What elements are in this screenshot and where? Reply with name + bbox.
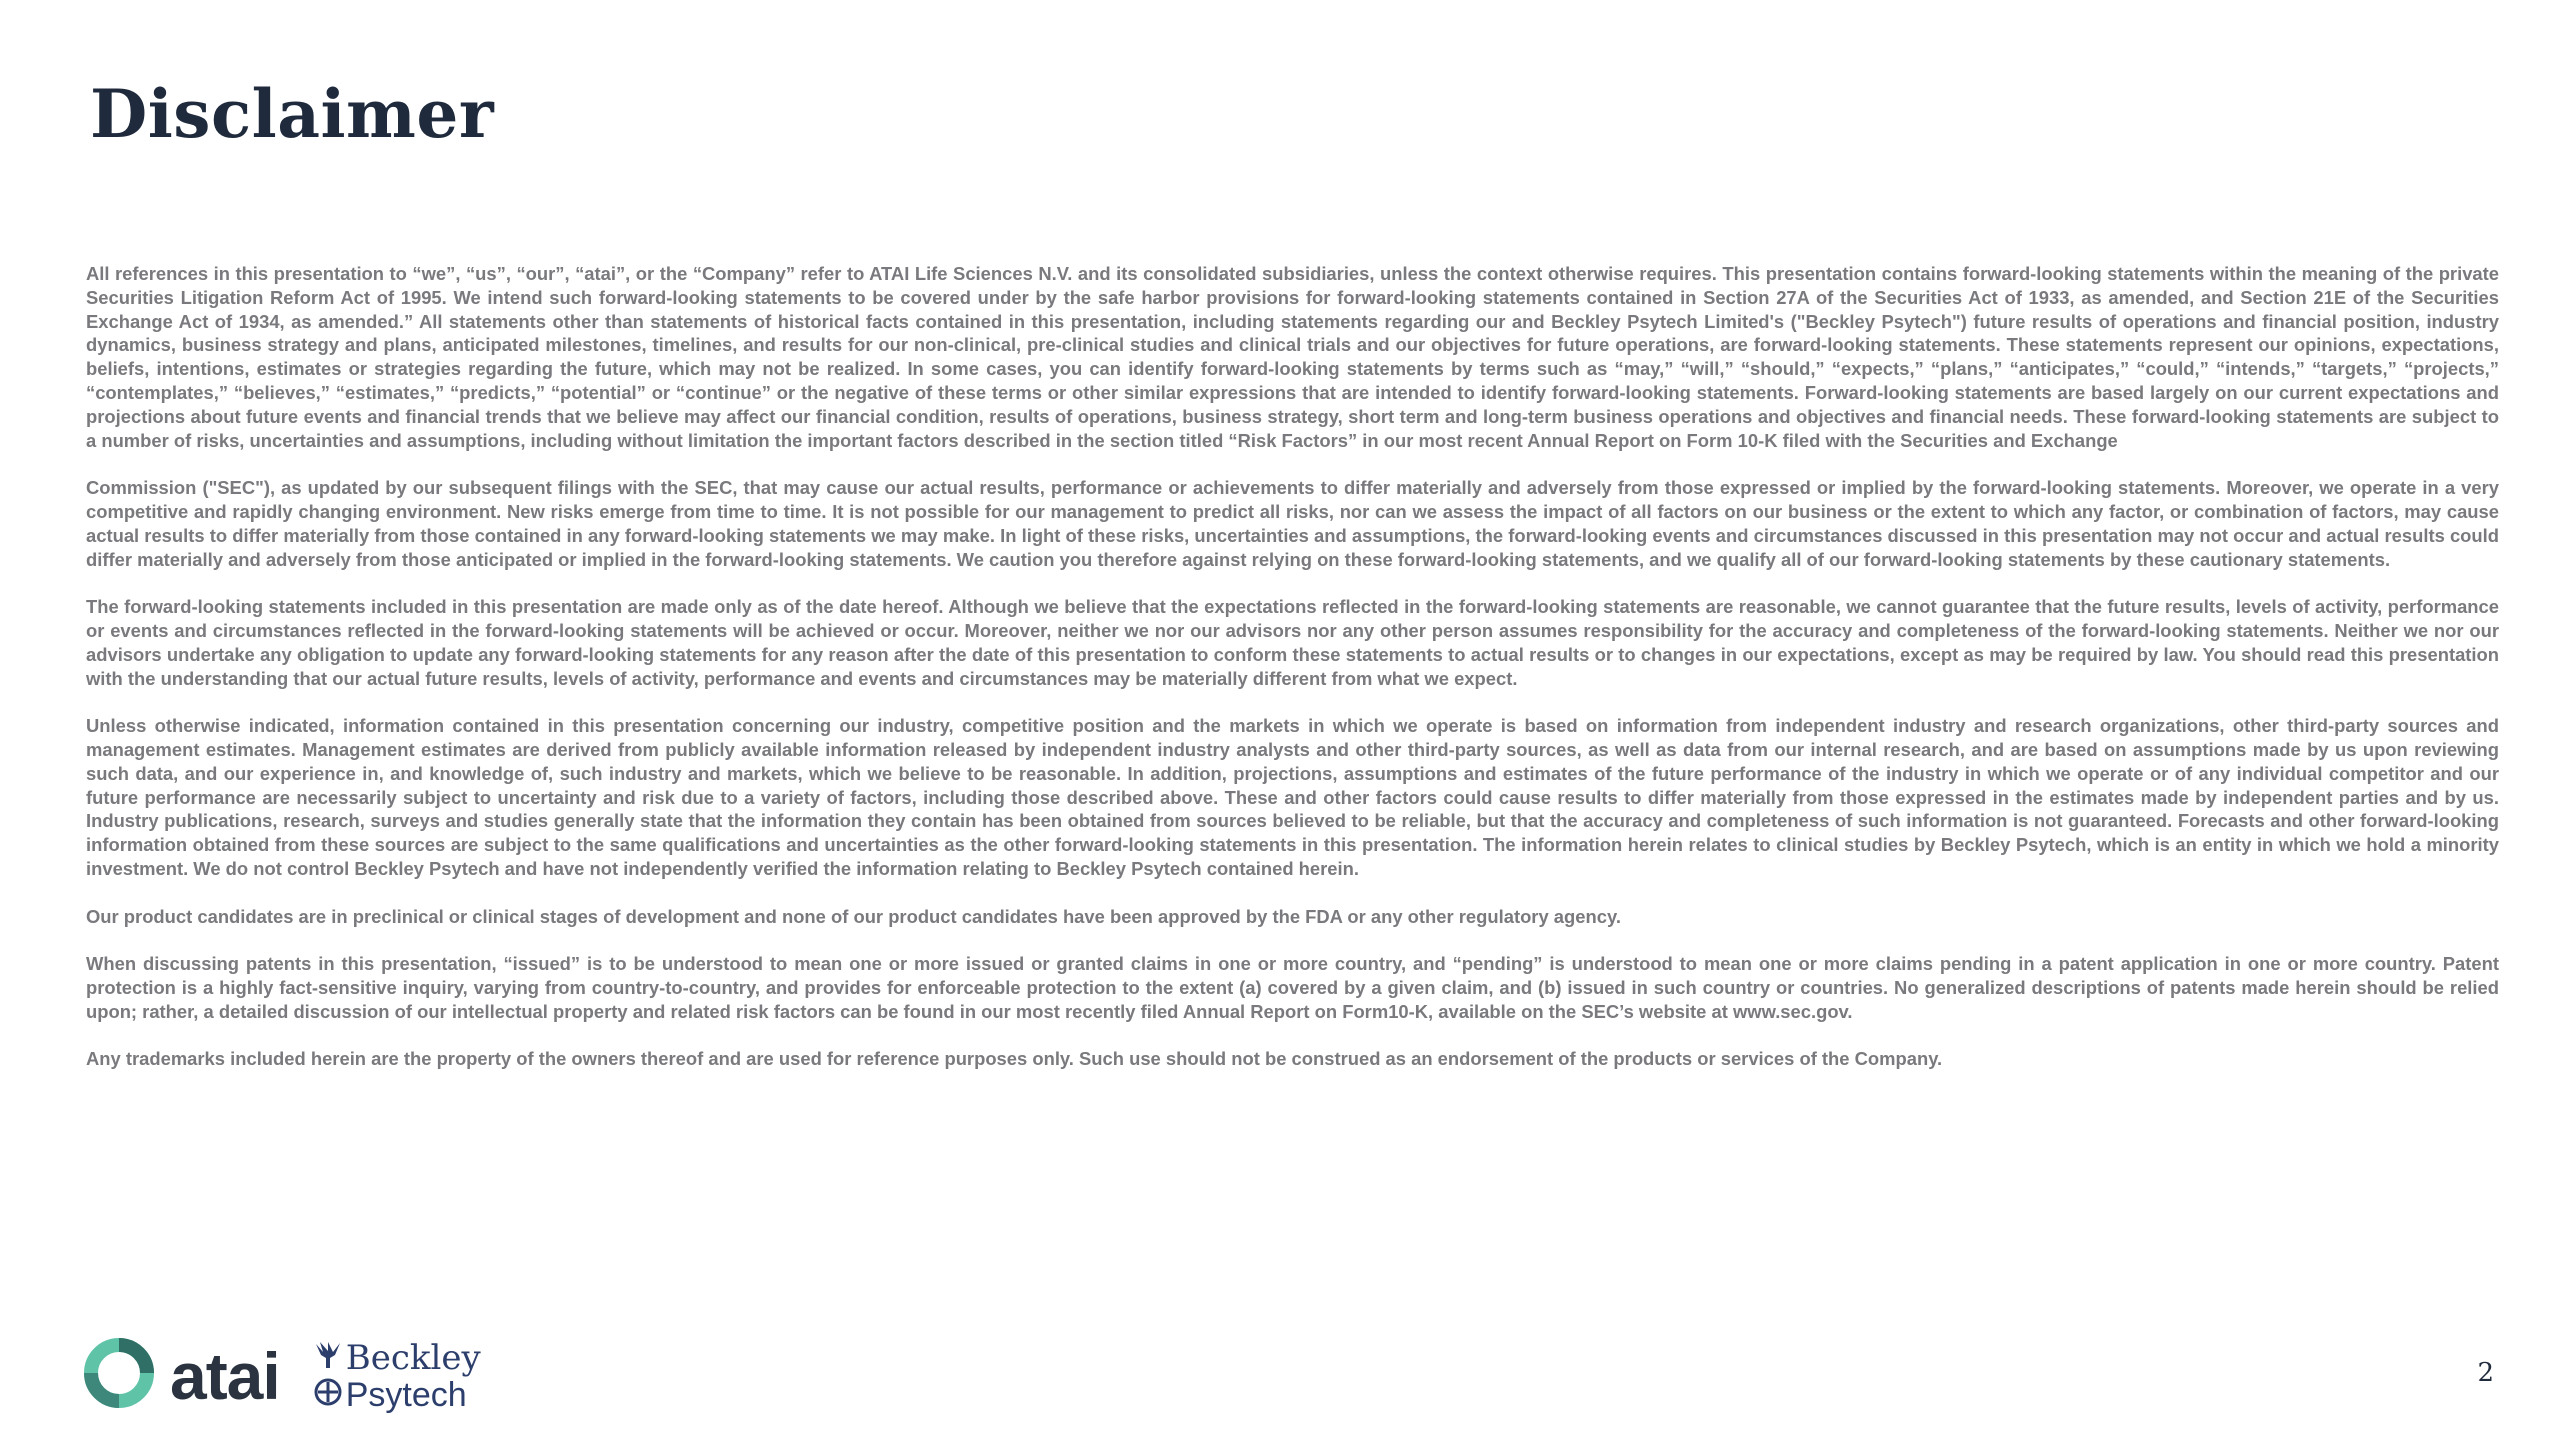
atai-logo: [82, 1336, 280, 1415]
psytech-logo-text: Psytech: [345, 1375, 467, 1414]
disclaimer-body: [86, 262, 2499, 1095]
footer-logos: [82, 1336, 481, 1415]
disclaimer-paragraph-1: All references in this presentation to “we”, “us”, “our”, “atai”, or the “Company” refer to ATAI Life Sciences N.V. and its consolidated subsidiaries, unless the context otherwise requires. This presentation contains forward-looking statements within the meaning of the private Securities Litigation Reform Act of 1995. We intend such forward-looking statements to be covered under by the safe harbor provisions for forward-looking statements contained in Section 27A of the Securities Act of 1933, as amended, and Section 21E of the Securities Exchange Act of 1934, as amended.” All statements other than statements of historical facts contained in this presentation, including statements regarding our and Beckley Psytech Limited's ("Beckley Psytech") future results of operations and financial position, industry dynamics, business strategy and plans, anticipated milestones, timelines, and results for our non-clinical, pre-clinical studies and clinical trials and our objectives for future operations, are forward-looking statements. These statements represent our opinions, expectations, beliefs, intentions, estimates or strategies regarding the future, which may not be realized. In some cases, you can identify forward-looking statements by terms such as “may,” “will,” “should,” “expects,” “plans,” “anticipates,” “could,” “intends,” “targets,” “projects,” “contemplates,” “believes,” “estimates,” “predicts,” “potential” or “continue” or the negative of these terms or other similar expressions that are intended to identify forward-looking statements. Forward-looking statements are based largely on our current expectations and projections about future events and financial trends that we believe may affect our financial condition, results of operations, business strategy, short term and long-term business operations and objectives and financial needs. These forward-looking statements are subject to a number of risks, uncertainties and assumptions, including without limitation the important factors described in the section titled “Risk Factors” in our most recent Annual Report on Form 10-K filed with the Securities and Exchange: [86, 263, 2499, 451]
disclaimer-paragraph-7: Any trademarks included herein are the property of the owners thereof and are used for reference purposes only. Such use should not be construed as an endorsement of the products or services of the Company.: [86, 1048, 1943, 1070]
psytech-circle-icon: [314, 1378, 342, 1412]
atai-logo-text: atai: [170, 1338, 280, 1413]
beckley-logo-text: Beckley: [345, 1337, 481, 1378]
beckley-bird-icon: [314, 1340, 342, 1376]
disclaimer-paragraph-2: Commission ("SEC"), as updated by our subsequent filings with the SEC, that may cause our actual results, performance or achievements to differ materially and adversely from those expressed or implied by the forward-looking statements. Moreover, we operate in a very competitive and rapidly changing environment. New risks emerge from time to time. It is not possible for our management to predict all risks, nor can we assess the impact of all factors on our business or the extent to which any factor, or combination of factors, may cause actual results to differ materially from those contained in any forward-looking statements we may make. In light of these risks, uncertainties and assumptions, the forward-looking events and circumstances discussed in this presentation may not occur and actual results could differ materially and adversely from those anticipated or implied in the forward-looking statements. We caution you therefore against relying on these forward-looking statements, and we qualify all of our forward-looking statements by these cautionary statements.: [86, 477, 2499, 570]
page-title: Disclaimer: [90, 75, 495, 153]
disclaimer-paragraph-3: The forward-looking statements included in this presentation are made only as of the date hereof. Although we believe that the expectations reflected in the forward-looking statements are reasonable, we cannot guarantee that the future results, levels of activity, performance or events and circumstances reflected in the forward-looking statements will be achieved or occur. Moreover, neither we nor our advisors nor any other person assumes responsibility for the accuracy and completeness of the forward-looking statements. Neither we nor our advisors undertake any obligation to update any forward-looking statements for any reason after the date of this presentation to conform these statements to actual results or to changes in our expectations, except as may be required by law. You should read this presentation with the understanding that our actual future results, levels of activity, performance and events and circumstances may be materially different from what we expect.: [86, 596, 2499, 689]
disclaimer-paragraph-5: Our product candidates are in preclinical or clinical stages of development and none of our product candidates have been approved by the FDA or any other regulatory agency.: [86, 905, 1621, 927]
disclaimer-paragraph-4: Unless otherwise indicated, information contained in this presentation concerning our industry, competitive position and the markets in which we operate is based on information from independent industry and research organizations, other third-party sources and management estimates. Management estimates are derived from publicly available information released by independent industry analysts and other third-party sources, as well as data from our internal research, and are based on assumptions made by us upon reviewing such data, and our experience in, and knowledge of, such industry and markets, which we believe to be reasonable. In addition, projections, assumptions and estimates of the future performance of the industry in which we operate or of any individual competitor and our future performance are necessarily subject to uncertainty and risk due to a variety of factors, including those described above. These and other factors could cause results to differ materially from those expressed in the estimates made by independent parties and by us. Industry publications, research, surveys and studies generally state that the information they contain has been obtained from sources believed to be reliable, but that the accuracy and completeness of such information is not guaranteed. Forecasts and other forward-looking information obtained from these sources are subject to the same qualifications and uncertainties as the other forward-looking statements in this presentation. The information herein relates to clinical studies by Beckley Psytech, which is an entity in which we hold a minority investment. We do not control Beckley Psytech and have not independently verified the information relating to Beckley Psytech contained herein.: [86, 715, 2499, 879]
page-number: 2: [2477, 1358, 2494, 1388]
atai-ring-icon: [82, 1336, 156, 1415]
beckley-psytech-logo: [314, 1337, 481, 1414]
disclaimer-paragraph-6: When discussing patents in this presentation, “issued” is to be understood to mean one or more issued or granted claims in one or more country, and “pending” is understood to mean one or more claims pending in a patent application in one or more country. Patent protection is a highly fact-sensitive inquiry, varying from country-to-country, and provides for enforceable protection to the extent (a) covered by a given claim, and (b) issued in such country or countries. No generalized descriptions of patents made herein should be relied upon; rather, a detailed discussion of our intellectual property and related risk factors can be found in our most recently filed Annual Report on Form10-K, available on the SEC’s website at www.sec.gov.: [86, 953, 2499, 1022]
